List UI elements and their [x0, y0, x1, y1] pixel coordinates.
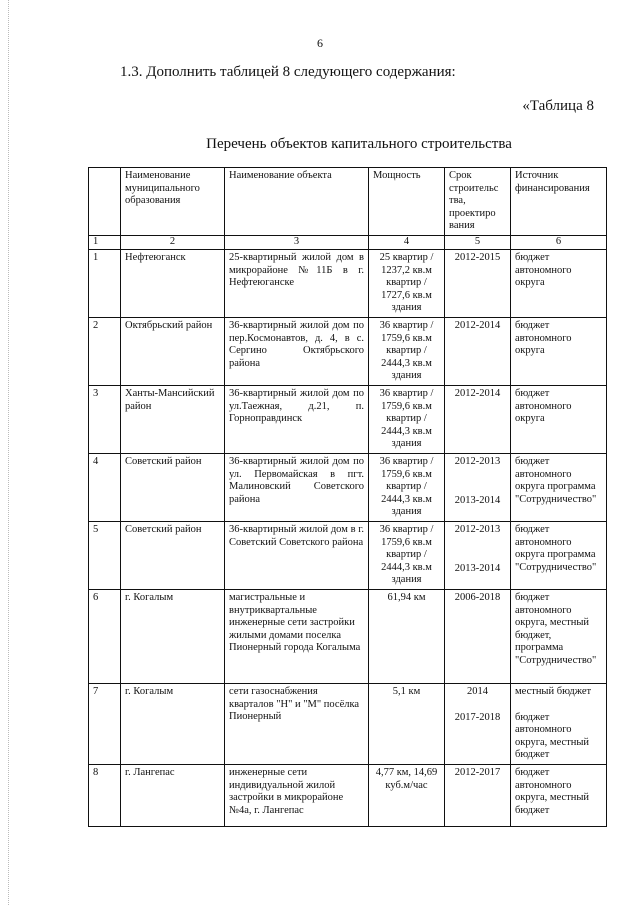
- row-municipality: г. Когалым: [121, 683, 225, 764]
- row-capacity: 61,94 км: [369, 589, 445, 683]
- period-secondary: 2013-2014: [454, 494, 501, 506]
- table-row: [89, 453, 607, 521]
- row-num: 2: [89, 317, 121, 385]
- source-primary: бюджет автономного округа, местный бюджет, программа "Сотрудничество": [515, 591, 597, 666]
- header-source: Источник финансирования: [511, 168, 607, 236]
- table-header-row: [89, 168, 607, 236]
- row-period: [445, 521, 511, 589]
- period-primary: 2012-2015: [454, 251, 501, 263]
- period-secondary: 2013-2014: [454, 562, 501, 574]
- row-source: [511, 453, 607, 521]
- row-municipality: Ханты-Мансийский район: [121, 385, 225, 453]
- row-object: магистральные и внутриквартальные инженерные сети застройки жилыми домами поселка Пионерный города Когалыма: [225, 589, 369, 683]
- source-primary: бюджет автономного округа: [515, 251, 572, 289]
- row-num: 7: [89, 683, 121, 764]
- row-capacity: 36 квартир / 1759,6 кв.м квартир / 2444,3 кв.м здания: [369, 453, 445, 521]
- source-primary: бюджет автономного округа, местный бюджет: [515, 766, 590, 816]
- row-capacity: 36 квартир / 1759,6 кв.м квартир / 2444,3 кв.м здания: [369, 317, 445, 385]
- row-period: [445, 683, 511, 764]
- source-primary: бюджет автономного округа: [515, 523, 572, 561]
- capital-construction-table: [88, 167, 607, 827]
- period-primary: 2014: [467, 685, 488, 697]
- table-row: [89, 249, 607, 317]
- col-number: 6: [511, 235, 607, 249]
- table-row: [89, 764, 607, 826]
- row-municipality: г. Лангепас: [121, 764, 225, 826]
- row-source: [511, 317, 607, 385]
- row-period: [445, 453, 511, 521]
- row-object: 36-квартирный жилой дом в г. Советский Советского района: [225, 521, 369, 589]
- col-number: 5: [445, 235, 511, 249]
- row-period: [445, 764, 511, 826]
- row-source: [511, 249, 607, 317]
- page-number: 6: [317, 36, 323, 50]
- header-capacity: Мощность: [369, 168, 445, 236]
- row-period: [445, 589, 511, 683]
- intro-text: 1.3. Дополнить таблицей 8 следующего содержания:: [120, 64, 456, 80]
- row-source: [511, 589, 607, 683]
- header-object: Наименование объекта: [225, 168, 369, 236]
- row-source: [511, 385, 607, 453]
- row-period: [445, 317, 511, 385]
- row-municipality: Советский район: [121, 453, 225, 521]
- source-secondary: программа "Сотрудничество": [515, 549, 597, 573]
- row-num: 3: [89, 385, 121, 453]
- period-primary: 2012-2014: [454, 387, 501, 399]
- row-object: инженерные сети индивидуальной жилой застройки в микрорайоне №4а, г. Лангепас: [225, 764, 369, 826]
- col-number: 4: [369, 235, 445, 249]
- row-num: 6: [89, 589, 121, 683]
- period-primary: 2012-2013: [454, 455, 501, 467]
- source-primary: бюджет автономного округа: [515, 319, 572, 357]
- source-secondary: программа "Сотрудничество": [515, 481, 597, 505]
- col-number: 2: [121, 235, 225, 249]
- column-number-row: [89, 235, 607, 249]
- row-capacity: 5,1 км: [369, 683, 445, 764]
- col-number: 1: [89, 235, 121, 249]
- row-source: [511, 683, 607, 764]
- period-primary: 2012-2013: [454, 523, 501, 535]
- row-num: 4: [89, 453, 121, 521]
- row-object: 36-квартирный жилой дом по ул.Таежная, д.21, п. Горноправдинск: [225, 385, 369, 453]
- col-number: 3: [225, 235, 369, 249]
- row-municipality: Октябрьский район: [121, 317, 225, 385]
- period-primary: 2012-2014: [454, 319, 501, 331]
- source-secondary: бюджет автономного округа, местный бюджет: [515, 711, 590, 761]
- table-row: [89, 683, 607, 764]
- row-num: 5: [89, 521, 121, 589]
- period-primary: 2012-2017: [454, 766, 501, 778]
- header-num: [89, 168, 121, 236]
- header-municipality: Наименование муниципального образования: [121, 168, 225, 236]
- row-municipality: Нефтеюганск: [121, 249, 225, 317]
- table-row: [89, 385, 607, 453]
- table-row: [89, 589, 607, 683]
- row-period: [445, 385, 511, 453]
- table-row: [89, 521, 607, 589]
- table-label: «Таблица 8: [522, 98, 594, 114]
- row-municipality: Советский район: [121, 521, 225, 589]
- table-row: [89, 317, 607, 385]
- row-object: сети газоснабжения кварталов "Н" и "М" посёлка Пионерный: [225, 683, 369, 764]
- row-source: [511, 521, 607, 589]
- source-primary: местный бюджет: [515, 685, 592, 697]
- row-capacity: 36 квартир / 1759,6 кв.м квартир / 2444,3 кв.м здания: [369, 385, 445, 453]
- period-secondary: 2017-2018: [454, 711, 501, 723]
- row-object: 36-квартирный жилой дом по ул. Первомайская в пгт. Малиновский Советского района: [225, 453, 369, 521]
- row-period: [445, 249, 511, 317]
- row-num: 8: [89, 764, 121, 826]
- row-source: [511, 764, 607, 826]
- row-num: 1: [89, 249, 121, 317]
- row-object: 25-квартирный жилой дом в микрорайоне №11Б в г. Нефтеюганске: [225, 249, 369, 317]
- row-capacity: 25 квартир / 1237,2 кв.м квартир / 1727,6 кв.м здания: [369, 249, 445, 317]
- row-object: 36-квартирный жилой дом по пер.Космонавтов, д. 4, в с. Сергино Октябрьского района: [225, 317, 369, 385]
- row-municipality: г. Когалым: [121, 589, 225, 683]
- source-primary: бюджет автономного округа: [515, 455, 572, 493]
- period-primary: 2006-2018: [454, 591, 501, 603]
- row-capacity: 36 квартир / 1759,6 кв.м квартир / 2444,3 кв.м здания: [369, 521, 445, 589]
- header-period: Срок строительс тва, проектиро вания: [445, 168, 511, 236]
- table-title: Перечень объектов капитального строительства: [206, 136, 512, 152]
- source-primary: бюджет автономного округа: [515, 387, 572, 425]
- row-capacity: 4,77 км, 14,69 куб.м/час: [369, 764, 445, 826]
